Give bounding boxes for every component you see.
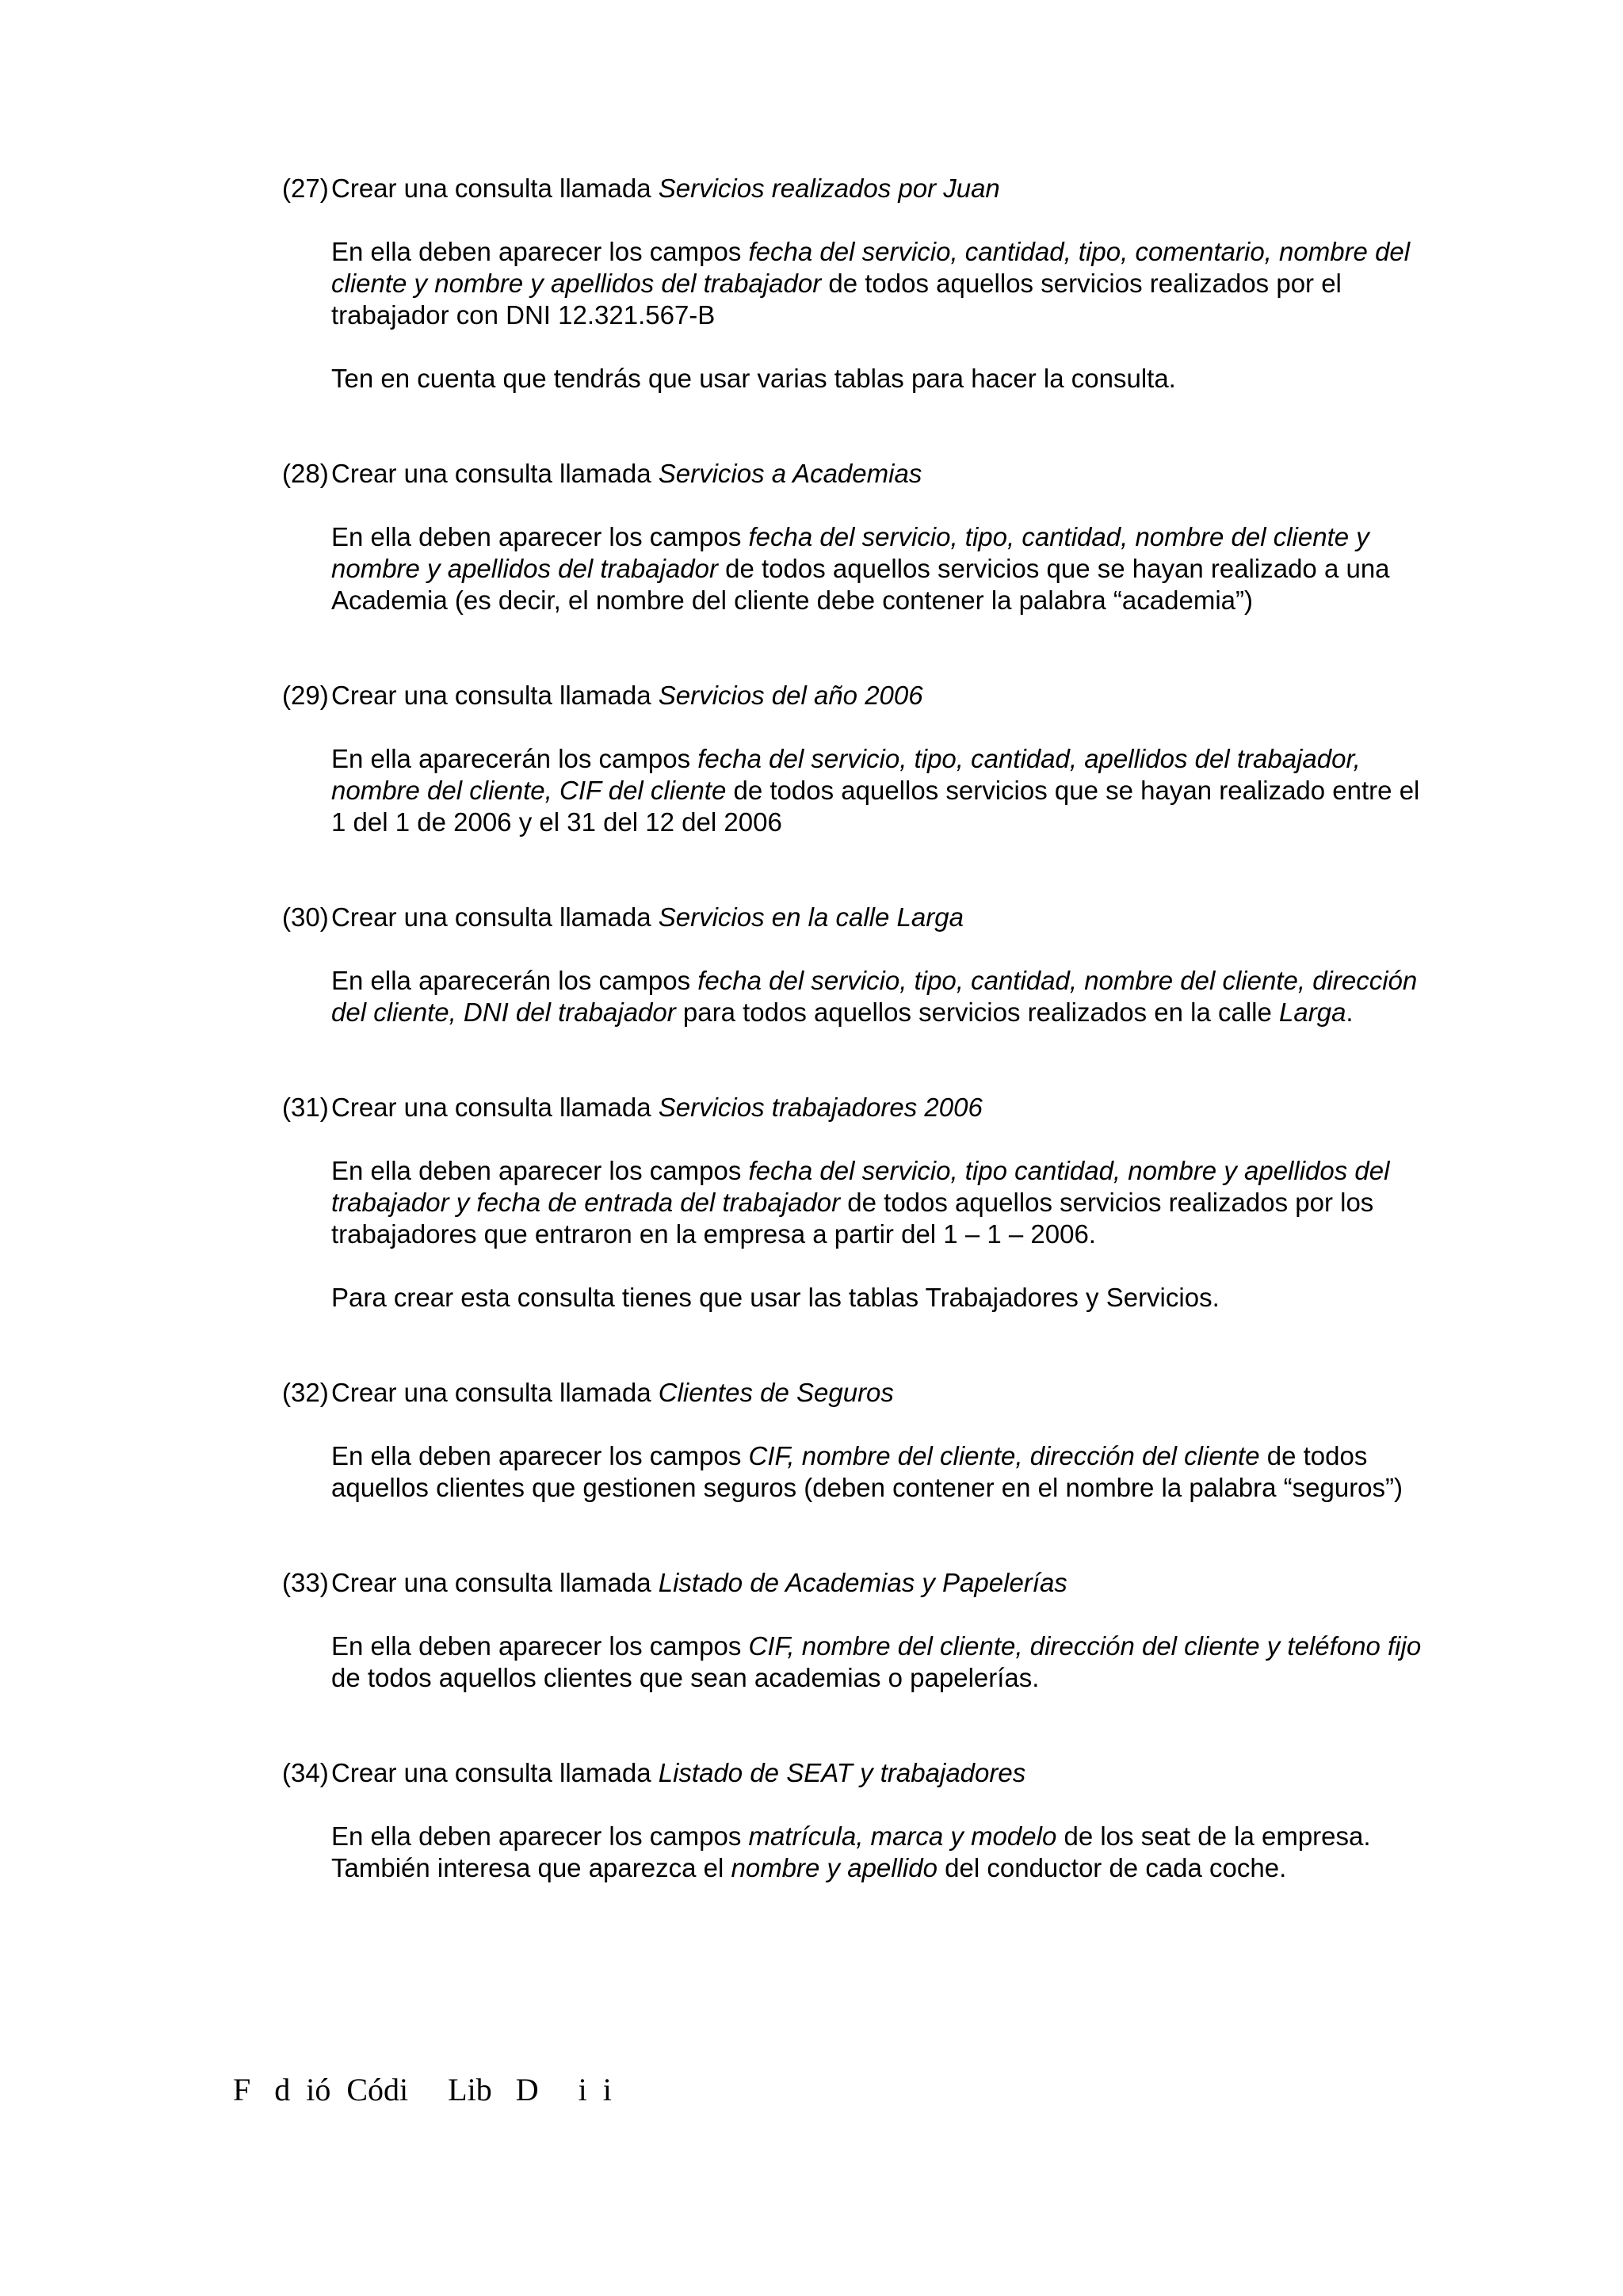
exercise-number: (29) — [282, 681, 329, 710]
query-name: Servicios en la calle Larga — [658, 902, 964, 932]
exercise-instruction: Crear una consulta llamada — [331, 1093, 659, 1122]
exercise-instruction: Crear una consulta llamada — [331, 1378, 659, 1407]
exercise-item — [282, 1757, 1423, 1884]
query-name: Servicios realizados por Juan — [658, 174, 1000, 203]
description-text: de todos aquellos servicios que se hayan realizado entre el 1 del 1 de 2006 y el 31 del 12 del 2006 — [331, 776, 1420, 837]
field-list-text: fecha del servicio, cantidad, tipo, comentario, nombre del cliente y nombre y apellidos del trabajador — [331, 237, 1411, 298]
description-text: de todos aquellos servicios realizados por el trabajador con DNI 12.321.567-B — [331, 269, 1342, 330]
exercise-description — [331, 1630, 1423, 1694]
exercise-list — [282, 173, 1423, 1884]
exercise-heading — [282, 458, 1423, 490]
query-name: Servicios a Academias — [658, 459, 922, 488]
exercise-number: (27) — [282, 174, 329, 203]
exercise-instruction: Crear una consulta llamada — [331, 459, 659, 488]
exercise-description — [331, 1155, 1423, 1250]
description-text: de todos aquellos clientes que gestionen seguros (deben contener en el nombre la palabra “seguros”) — [331, 1441, 1403, 1502]
description-text: En ella aparecerán los campos — [331, 966, 698, 995]
exercise-heading — [282, 1567, 1423, 1599]
field-list-text: fecha del servicio, tipo, cantidad, nombre del cliente, dirección del cliente, DNI del trabajador — [331, 966, 1418, 1027]
query-name: Servicios trabajadores 2006 — [658, 1093, 983, 1122]
exercise-description — [331, 1440, 1423, 1504]
description-text: del conductor de cada coche. — [937, 1853, 1287, 1882]
exercise-item — [282, 1092, 1423, 1314]
description-text: de los seat de la empresa. También interesa que aparezca el — [331, 1821, 1371, 1882]
exercise-heading — [282, 680, 1423, 711]
description-text: En ella aparecerán los campos — [331, 744, 698, 773]
exercise-item — [282, 680, 1423, 838]
exercise-description — [331, 236, 1423, 331]
exercise-instruction: Crear una consulta llamada — [331, 681, 659, 710]
description-text: Para crear esta consulta tienes que usar las tablas Trabajadores y Servicios. — [331, 1283, 1220, 1312]
field-list-text: fecha del servicio, tipo, cantidad, nombre del cliente y nombre y apellidos del trabajador — [331, 522, 1369, 583]
query-name: Listado de Academias y Papelerías — [658, 1568, 1067, 1597]
field-list-text: matrícula, marca y modelo — [748, 1821, 1057, 1851]
description-text: de todos aquellos servicios que se hayan realizado a una Academia (es decir, el nombre del cliente debe contener la palabra “academia”) — [331, 554, 1390, 615]
exercise-instruction: Crear una consulta llamada — [331, 174, 659, 203]
exercise-number: (28) — [282, 459, 329, 488]
exercise-description — [331, 521, 1423, 616]
description-text: para todos aquellos servicios realizados en la calle — [675, 997, 1280, 1027]
exercise-number: (33) — [282, 1568, 329, 1597]
exercise-description — [331, 743, 1423, 838]
query-name: Listado de SEAT y trabajadores — [658, 1758, 1026, 1787]
description-text: En ella deben aparecer los campos — [331, 522, 749, 551]
exercise-item — [282, 458, 1423, 616]
query-name: Clientes de Seguros — [658, 1378, 894, 1407]
field-list-text: Larga — [1279, 997, 1346, 1027]
exercise-heading — [282, 902, 1423, 933]
description-text: En ella deben aparecer los campos — [331, 1156, 749, 1185]
field-list-text: CIF, nombre del cliente, dirección del cliente y teléfono fijo — [748, 1631, 1422, 1661]
exercise-heading — [282, 1092, 1423, 1123]
exercise-item — [282, 902, 1423, 1028]
exercise-instruction: Crear una consulta llamada — [331, 1568, 659, 1597]
exercise-item — [282, 1567, 1423, 1694]
field-list-text: fecha del servicio, tipo cantidad, nombre y apellidos del trabajador y fecha de entrada del trabajador — [331, 1156, 1390, 1217]
field-list-text: fecha del servicio, tipo, cantidad, apellidos del trabajador, nombre del cliente, CIF del cliente — [331, 744, 1361, 805]
exercise-heading — [282, 1377, 1423, 1409]
exercise-instruction: Crear una consulta llamada — [331, 1758, 659, 1787]
exercise-description — [331, 1282, 1423, 1314]
exercise-description — [331, 363, 1423, 395]
exercise-item — [282, 1377, 1423, 1504]
description-text: En ella deben aparecer los campos — [331, 1631, 749, 1661]
description-text: En ella deben aparecer los campos — [331, 1441, 749, 1470]
exercise-heading — [282, 173, 1423, 204]
description-text: Ten en cuenta que tendrás que usar varias tablas para hacer la consulta. — [331, 364, 1176, 393]
exercise-number: (30) — [282, 902, 329, 932]
exercise-number: (32) — [282, 1378, 329, 1407]
description-text: de todos aquellos clientes que sean academias o papelerías. — [331, 1663, 1040, 1692]
exercise-description — [331, 1821, 1423, 1884]
field-list-text: CIF, nombre del cliente, dirección del cliente — [748, 1441, 1260, 1470]
exercise-number: (34) — [282, 1758, 329, 1787]
exercise-description — [331, 965, 1423, 1028]
description-text: En ella deben aparecer los campos — [331, 1821, 749, 1851]
exercise-heading — [282, 1757, 1423, 1789]
exercise-item — [282, 173, 1423, 395]
exercise-number: (31) — [282, 1093, 329, 1122]
query-name: Servicios del año 2006 — [658, 681, 923, 710]
description-text: En ella deben aparecer los campos — [331, 237, 749, 266]
description-text: . — [1346, 997, 1354, 1027]
exercise-instruction: Crear una consulta llamada — [331, 902, 659, 932]
field-list-text: nombre y apellido — [731, 1853, 938, 1882]
page-footer: F d ió Códi Lib D i i — [233, 2072, 612, 2107]
description-text: de todos aquellos servicios realizados por los trabajadores que entraron en la empresa a partir del 1 – 1 – 2006. — [331, 1188, 1374, 1249]
